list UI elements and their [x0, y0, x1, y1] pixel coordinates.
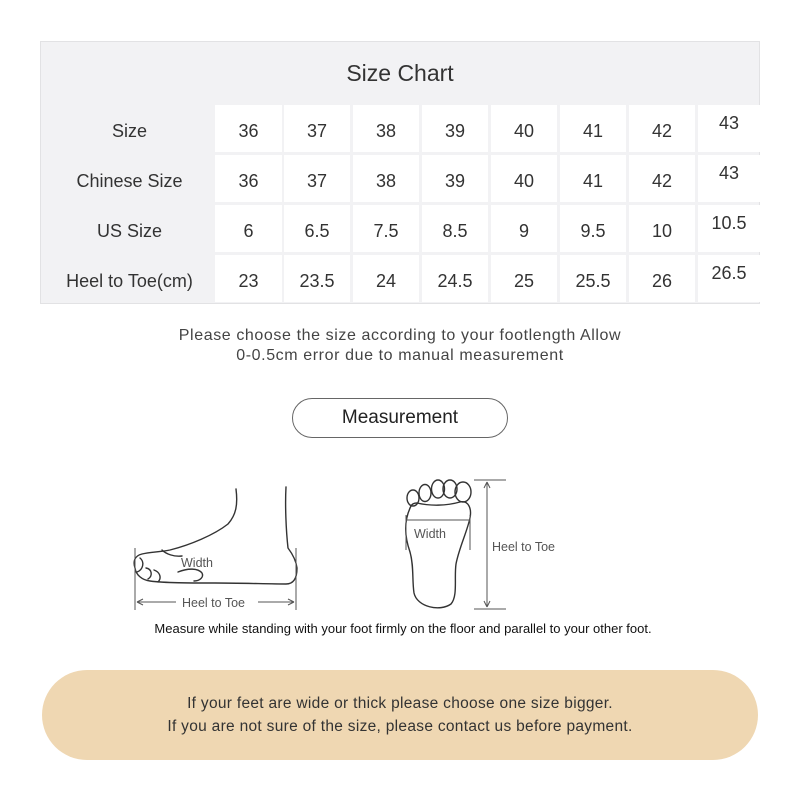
- table-cell: 9.5: [560, 205, 626, 252]
- table-row-header: Heel to Toe(cm): [45, 255, 214, 302]
- table-row-header: Chinese Size: [45, 155, 214, 202]
- table-cell: 40: [491, 155, 557, 202]
- size-tip-line-1: If your feet are wide or thick please choose one size bigger.: [187, 695, 613, 712]
- size-chart-table: [40, 41, 760, 304]
- size-tip-line-2: If you are not sure of the size, please contact us before payment.: [167, 718, 633, 735]
- table-cell: 39: [422, 155, 488, 202]
- table-cell: 41: [560, 105, 626, 152]
- table-cell: 43: [698, 105, 760, 152]
- table-cell: 24.5: [422, 255, 488, 302]
- table-cell: 25.5: [560, 255, 626, 302]
- table-cell: 7.5: [353, 205, 419, 252]
- table-cell: 42: [629, 155, 695, 202]
- table-cell: 37: [284, 155, 350, 202]
- table-cell: 25: [491, 255, 557, 302]
- table-cell: 23: [215, 255, 282, 302]
- table-cell: 24: [353, 255, 419, 302]
- measurement-note-line-1: Please choose the size according to your footlength Allow: [178, 327, 622, 344]
- table-cell: 23.5: [284, 255, 350, 302]
- measurement-note-line-2: 0-0.5cm error due to manual measurement: [236, 347, 564, 364]
- table-cell: 6.5: [284, 205, 350, 252]
- table-cell: 6: [215, 205, 282, 252]
- foot-measurement-diagram: [0, 470, 800, 620]
- table-cell: 43: [698, 155, 760, 202]
- table-cell: 38: [353, 155, 419, 202]
- table-cell: 42: [629, 105, 695, 152]
- sole-width-label: Width: [414, 527, 446, 541]
- table-cell: 10: [629, 205, 695, 252]
- table-cell: 40: [491, 105, 557, 152]
- sole-foot-illustration: [406, 480, 471, 608]
- side-heel-to-toe-label: Heel to Toe: [182, 596, 246, 610]
- table-cell: 9: [491, 205, 557, 252]
- table-cell: 36: [215, 155, 282, 202]
- table-cell: 38: [353, 105, 419, 152]
- table-cell: 26.5: [698, 255, 760, 302]
- table-cell: 26: [629, 255, 695, 302]
- sole-heel-to-toe-label: Heel to Toe: [492, 540, 556, 554]
- table-row-header: US Size: [45, 205, 214, 252]
- table-cell: 10.5: [698, 205, 760, 252]
- table-cell: 36: [215, 105, 282, 152]
- size-tip-box: [42, 670, 758, 760]
- measurement-caption: Measure while standing with your foot firmly on the floor and parallel to your other foot.: [154, 621, 652, 636]
- size-chart-title: Size Chart: [346, 59, 454, 86]
- table-cell: 41: [560, 155, 626, 202]
- measurement-button: Measurement: [292, 398, 508, 438]
- side-foot-illustration: [134, 487, 297, 584]
- table-row-header: Size: [45, 105, 214, 152]
- table-cell: 39: [422, 105, 488, 152]
- side-width-label: Width: [181, 556, 213, 570]
- table-cell: 37: [284, 105, 350, 152]
- table-cell: 8.5: [422, 205, 488, 252]
